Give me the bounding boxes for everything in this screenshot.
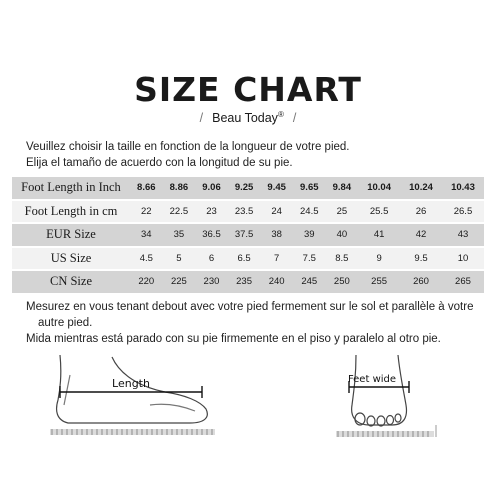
table-cell: 5 (163, 247, 196, 271)
table-cell: 25 (326, 200, 359, 224)
row-label: Foot Length in Inch (12, 177, 130, 200)
table-row (12, 270, 484, 294)
ruler-left (50, 429, 215, 435)
ruler-right (336, 425, 436, 437)
table-cell: 42 (400, 223, 442, 247)
table-cell: 9 (358, 247, 400, 271)
table-cell: 10.43 (442, 177, 484, 200)
table-cell: 9.65 (293, 177, 326, 200)
table-cell: 22.5 (163, 200, 196, 224)
table-cell: 9.25 (228, 177, 261, 200)
table-cell: 39 (293, 223, 326, 247)
table-cell: 240 (260, 270, 293, 294)
table-cell: 26 (400, 200, 442, 224)
table-cell: 10.04 (358, 177, 400, 200)
table-cell: 34 (130, 223, 163, 247)
foot-front-view-icon (352, 355, 407, 426)
measure-line-es: Mida mientras está parado con su pie firmemente en el piso y paralelo al otro pie. (26, 333, 441, 345)
table-cell: 245 (293, 270, 326, 294)
table-row (12, 223, 484, 247)
table-cell: 8.66 (130, 177, 163, 200)
registered-mark: ® (277, 110, 284, 119)
table-cell: 35 (163, 223, 196, 247)
size-table (12, 177, 484, 295)
table-cell: 36.5 (195, 223, 228, 247)
table-cell: 255 (358, 270, 400, 294)
intro-text (26, 139, 349, 171)
table-cell: 9.45 (260, 177, 293, 200)
table-cell: 4.5 (130, 247, 163, 271)
table-cell: 25.5 (358, 200, 400, 224)
table-cell: 7.5 (293, 247, 326, 271)
table-cell: 38 (260, 223, 293, 247)
row-label: CN Size (12, 270, 130, 294)
table-cell: 40 (326, 223, 359, 247)
table-cell: 41 (358, 223, 400, 247)
measure-instructions (26, 299, 476, 347)
table-cell: 10 (442, 247, 484, 271)
measure-line-fr-cont: autre pied. (38, 317, 93, 329)
table-cell: 230 (195, 270, 228, 294)
row-label: EUR Size (12, 223, 130, 247)
table-cell: 6.5 (228, 247, 261, 271)
row-label: US Size (12, 247, 130, 271)
table-cell: 235 (228, 270, 261, 294)
table-cell: 7 (260, 247, 293, 271)
measure-line-fr: Mesurez en vous tenant debout avec votre pied fermement sur le sol et parallèle à votre (26, 301, 474, 313)
table-cell: 43 (442, 223, 484, 247)
brand-line (0, 110, 496, 125)
table-cell: 8.5 (326, 247, 359, 271)
width-label: Feet wide (347, 374, 397, 385)
table-cell: 26.5 (442, 200, 484, 224)
table-cell: 9.5 (400, 247, 442, 271)
table-cell: 24.5 (293, 200, 326, 224)
brand-name: Beau Today (212, 111, 278, 126)
table-row (12, 247, 484, 271)
intro-line-fr: Veuillez choisir la taille en fonction de la longueur de votre pied. (26, 141, 350, 153)
table-cell: 23 (195, 200, 228, 224)
table-cell: 260 (400, 270, 442, 294)
table-cell: 10.24 (400, 177, 442, 200)
table-cell: 265 (442, 270, 484, 294)
table-cell: 23.5 (228, 200, 261, 224)
table-cell: 9.06 (195, 177, 228, 200)
table-cell: 220 (130, 270, 163, 294)
table-cell: 24 (260, 200, 293, 224)
measure-diagram (0, 345, 496, 455)
table-cell: 225 (163, 270, 196, 294)
page-title: SIZE CHART (134, 70, 362, 109)
table-cell: 9.84 (326, 177, 359, 200)
table-cell: 37.5 (228, 223, 261, 247)
table-cell: 22 (130, 200, 163, 224)
table-cell: 250 (326, 270, 359, 294)
row-label: Foot Length in cm (12, 200, 130, 224)
length-label: Length (112, 377, 150, 390)
intro-line-es: Elija el tamaño de acuerdo con la longitud de su pie. (26, 157, 293, 169)
table-cell: 8.86 (163, 177, 196, 200)
table-row (12, 177, 484, 200)
table-cell: 6 (195, 247, 228, 271)
divider-slash-right: / (292, 111, 297, 126)
table-row (12, 200, 484, 224)
divider-slash-left: / (199, 111, 204, 126)
